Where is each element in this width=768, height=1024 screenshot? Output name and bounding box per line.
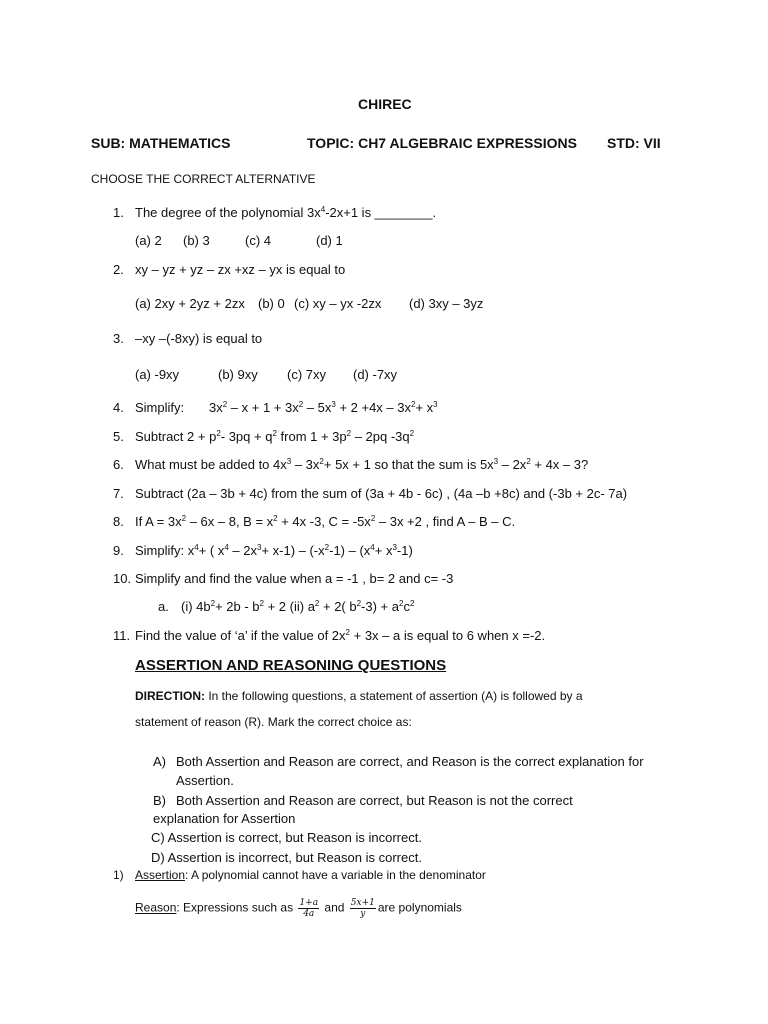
question-9-text: Simplify: $x^4+$ ( $x^4 - 2x^3+ x-1) - (-x^2-1) - (x^4+ x^3-1)$: [135, 543, 413, 558]
topic-label: TOPIC: CH7 ALGEBRAIC EXPRESSIONS: [307, 135, 577, 151]
option-c: (c) 4: [245, 233, 271, 248]
question-11-text: Find the value of ‘a’ if the value of $2x^2 + 3x - a$ is equal to 6 when x =-2.: [135, 628, 546, 643]
reason-line: Reason: Expressions such as $\frac{1+a}{4a}$ and $\frac{5x+1}{y}$ are polynomials: [135, 898, 462, 919]
question-4-label: Simplify:: [135, 400, 185, 415]
option-b: (b) 0: [258, 296, 285, 311]
school-name: CHIREC: [358, 96, 412, 112]
question-10-subparts: (i) $4b^2+ 2b - b^2 + 2$ (ii) $a^2 + 2$( $b^2-3) + a^2c^2$: [181, 599, 415, 614]
question-5-text: Subtract $2 + p^2-$ $3pq + q^2$ from $1 + 3p^2 - 2pq$ $-3q^2$: [135, 429, 415, 444]
direction-line-1: DIRECTION: In the following questions, a statement of assertion (A) is followed by a: [135, 689, 583, 703]
choice-d: D) Assertion is incorrect, but Reason is correct.: [151, 850, 422, 865]
choice-b-marker: B): [153, 793, 166, 808]
instruction: CHOOSE THE CORRECT ALTERNATIVE: [91, 172, 316, 186]
section-heading: ASSERTION AND REASONING QUESTIONS: [135, 657, 447, 674]
question-number: 7.: [113, 486, 124, 501]
choice-c: C) Assertion is correct, but Reason is incorrect.: [151, 830, 422, 845]
question-number: 1.: [113, 205, 124, 220]
item-number: 1): [113, 868, 124, 882]
question-number: 9.: [113, 543, 124, 558]
choice-a-line-2: Assertion.: [176, 773, 234, 788]
option-d: (d) 3xy – 3yz: [409, 296, 484, 311]
question-10-text: Simplify and find the value when a = -1 , b= 2 and c= -3: [135, 571, 454, 586]
fraction-2: $\frac{5x+1}{y}$: [350, 898, 375, 919]
choice-b-line-2: explanation for Assertion: [153, 811, 296, 826]
assertion-line: Assertion: A polynomial cannot have a variable in the denominator: [135, 868, 486, 882]
question-1-text: The degree of the polynomial $3x^4-2x+1$ is ________.: [135, 205, 437, 220]
question-number: 6.: [113, 457, 124, 472]
question-6-text: What must be added to $4x^3 - 3x^2+ 5x + 1$ so that the sum is $5x^3 - 2x^2 + 4x - 3$?: [135, 457, 589, 472]
option-c: (c) xy – yx -2zx: [294, 296, 382, 311]
std-label: STD: VII: [607, 135, 661, 151]
option-a: (a) 2: [135, 233, 162, 248]
question-3-text: –xy –(-8xy) is equal to: [135, 331, 263, 346]
choice-a-line-1: Both Assertion and Reason are correct, and Reason is the correct explanation for: [176, 754, 644, 769]
option-d: (d) -7xy: [353, 367, 398, 382]
sub-marker: a.: [158, 599, 169, 614]
question-number: 8.: [113, 514, 124, 529]
question-number: 2.: [113, 262, 124, 277]
question-number: 11.: [113, 628, 131, 643]
subject-label: SUB: MATHEMATICS: [91, 135, 231, 151]
fraction-1: $\frac{1+a}{4a}$: [299, 898, 319, 919]
option-c: (c) 7xy: [287, 367, 326, 382]
choice-a-marker: A): [153, 754, 166, 769]
choice-b-line-1: Both Assertion and Reason are correct, but Reason is not the correct: [176, 793, 573, 808]
question-number: 4.: [113, 400, 124, 415]
option-d: (d) 1: [316, 233, 343, 248]
option-b: (b) 9xy: [218, 367, 258, 382]
question-number: 10.: [113, 571, 132, 586]
option-a: (a) -9xy: [135, 367, 180, 382]
option-b: (b) 3: [183, 233, 210, 248]
option-a: (a) 2xy + 2yz + 2zx: [135, 296, 245, 311]
question-4-expression: $3x^2 - x + 1 + 3x^2 - 5x^3 + 2 +4x - 3x^2+ x^3$: [209, 400, 438, 415]
direction-line-2: statement of reason (R). Mark the correct choice as:: [135, 715, 412, 729]
question-number: 3.: [113, 331, 124, 346]
question-8-text: If $A = 3x^2 - 6x - 8$, $B = x^2 + 4x$ -3, $C = -5x^2 - 3x +2$ , find A – B – C.: [135, 514, 516, 529]
question-number: 5.: [113, 429, 124, 444]
question-2-text: xy – yz + yz – zx +xz – yx is equal to: [135, 262, 346, 277]
question-7-text: Subtract (2a – 3b + 4c) from the sum of (3a + 4b - 6c) , (4a –b +8c) and (-3b + 2c- 7a): [135, 486, 628, 501]
